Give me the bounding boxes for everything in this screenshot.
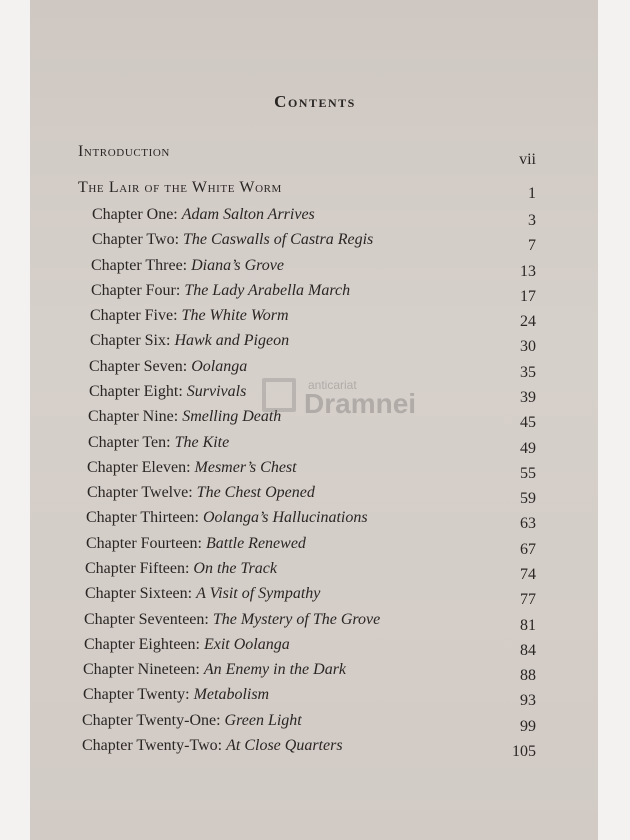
- chapter-number: Chapter Four:: [91, 282, 181, 299]
- toc-entry-chapter: [0, 228, 630, 252]
- chapter-title: A Visit of Sympathy: [196, 585, 321, 602]
- chapter-number: Chapter Nineteen:: [83, 661, 200, 678]
- toc-entry-label: [89, 380, 246, 404]
- toc-entry-label: [82, 709, 302, 733]
- chapter-number: Chapter Twenty:: [83, 686, 190, 703]
- toc-page-number: 99: [520, 718, 536, 735]
- toc-entry-chapter: [0, 405, 630, 429]
- toc-entry-label: [90, 329, 289, 353]
- chapter-number: Chapter Three:: [91, 257, 188, 274]
- toc-page-number: 81: [520, 617, 536, 634]
- chapter-title: Green Light: [224, 712, 302, 729]
- chapter-title: Smelling Death: [182, 408, 282, 425]
- chapter-title: Survivals: [186, 383, 247, 400]
- toc-entry-label: [86, 506, 368, 530]
- chapter-number: Chapter Sixteen:: [85, 585, 193, 602]
- watermark-big-text: Dramnei: [304, 388, 417, 419]
- chapter-title: At Close Quarters: [226, 737, 343, 754]
- toc-entry-chapter: [0, 734, 630, 758]
- toc-entry-label: [90, 304, 289, 328]
- toc-entry-label: [92, 228, 373, 252]
- toc-entry-label: [89, 355, 247, 379]
- chapter-title: Exit Oolanga: [203, 636, 290, 653]
- toc-page-number: vii: [519, 151, 536, 168]
- toc-entry-chapter: [0, 481, 630, 505]
- chapter-title: The Lady Arabella March: [184, 282, 351, 299]
- toc-entry-chapter: [0, 557, 630, 581]
- chapter-title: Battle Renewed: [205, 535, 306, 552]
- toc-entry-label: [88, 405, 281, 429]
- toc-entry-chapter: [0, 532, 630, 556]
- toc-entry-label: [87, 456, 297, 480]
- toc-entry-chapter: [0, 608, 630, 632]
- chapter-title: Adam Salton Arrives: [181, 206, 315, 223]
- chapter-title: Diana’s Grove: [191, 257, 284, 274]
- toc-page-number: 84: [520, 642, 536, 659]
- chapter-number: Chapter Fifteen:: [85, 560, 190, 577]
- toc-page-number: 88: [520, 667, 536, 684]
- toc-entry-chapter: [0, 380, 630, 404]
- chapter-number: Chapter Fourteen:: [86, 535, 202, 552]
- contents-heading: Contents: [274, 92, 356, 111]
- toc-entry-chapter: [0, 355, 630, 379]
- toc-entry-label: [85, 557, 277, 581]
- toc-page-number: 93: [520, 692, 536, 709]
- toc-entry-chapter: [0, 456, 630, 480]
- chapter-number: Chapter Nine:: [88, 408, 179, 425]
- chapter-number: Chapter Twenty-Two:: [82, 737, 223, 754]
- toc-entry-chapter: [0, 683, 630, 707]
- toc-page-number: 59: [520, 490, 536, 507]
- chapter-number: Chapter Ten:: [88, 434, 171, 451]
- chapter-title: On the Track: [193, 560, 277, 577]
- toc-page-number: 74: [520, 566, 536, 583]
- toc-page-number: 67: [520, 541, 536, 558]
- toc-entry-chapter: [0, 279, 630, 303]
- toc-page-number: 35: [520, 364, 536, 381]
- toc-page-number: 30: [520, 338, 536, 355]
- toc-entry-chapter: [0, 203, 630, 227]
- toc-entry-part: [0, 176, 630, 200]
- toc-entry-chapter: [0, 329, 630, 353]
- chapter-number: Chapter Twenty-One:: [82, 712, 221, 729]
- toc-entry-label: [83, 658, 346, 682]
- toc-entry-label: [91, 279, 350, 303]
- toc-entry-label: [88, 431, 229, 455]
- toc-entry-label: [85, 582, 320, 606]
- chapter-title: The Kite: [174, 434, 230, 451]
- chapter-number: Chapter Six:: [90, 332, 171, 349]
- toc-entry-label: [87, 481, 315, 505]
- chapter-number: Chapter Twelve:: [87, 484, 193, 501]
- toc-page-number: 45: [520, 414, 536, 431]
- chapter-title: Metabolism: [193, 686, 270, 703]
- toc-entry-chapter: [0, 431, 630, 455]
- chapter-number: Chapter Eighteen:: [84, 636, 200, 653]
- chapter-number: Chapter Seven:: [89, 358, 188, 375]
- toc-entry-chapter: [0, 709, 630, 733]
- toc-page-number: 24: [520, 313, 536, 330]
- toc-entry-chapter: [0, 658, 630, 682]
- toc-page-number: 49: [520, 440, 536, 457]
- toc-entry-label: [86, 532, 306, 556]
- toc-entry-label: [92, 203, 315, 227]
- chapter-number: Chapter Five:: [90, 307, 178, 324]
- chapter-number: Chapter Two:: [92, 231, 180, 248]
- toc-entry-label: [84, 608, 380, 632]
- toc-page-number: 3: [528, 212, 536, 229]
- chapter-number: Chapter One:: [92, 206, 178, 223]
- chapter-title: An Enemy in the Dark: [203, 661, 347, 678]
- toc-entry-chapter: [0, 506, 630, 530]
- toc-entry-label: [82, 734, 343, 758]
- chapter-title: Hawk and Pigeon: [174, 332, 290, 349]
- chapter-title: Oolanga’s Hallucinations: [203, 509, 368, 526]
- toc-entry-chapter: [0, 254, 630, 278]
- chapter-title: Mesmer’s Chest: [194, 459, 297, 476]
- toc-entry-label: [91, 254, 284, 278]
- toc-entry-label: The Lair of the White Worm: [78, 179, 282, 196]
- chapter-number: Chapter Eleven:: [87, 459, 191, 476]
- chapter-title: The Mystery of The Grove: [212, 611, 381, 628]
- chapter-title: Oolanga: [191, 358, 248, 375]
- toc-entry-chapter: [0, 304, 630, 328]
- chapter-number: Chapter Seventeen:: [84, 611, 209, 628]
- toc-entry-chapter: [0, 633, 630, 657]
- watermark-small-text: anticariat: [308, 378, 357, 392]
- toc-entry-label: [83, 683, 269, 707]
- chapter-title: The Chest Opened: [196, 484, 315, 501]
- toc-page-number: 63: [520, 515, 536, 532]
- toc-page-number: 77: [520, 591, 536, 608]
- toc-page-number: 1: [528, 185, 536, 202]
- toc-page-number: 13: [520, 263, 536, 280]
- toc-entry-label: [84, 633, 290, 657]
- chapter-title: The White Worm: [181, 307, 289, 324]
- toc-entry-introduction: [0, 140, 630, 168]
- chapter-number: Chapter Thirteen:: [86, 509, 199, 526]
- toc-page-number: 7: [528, 237, 536, 254]
- toc-entry-label: Introduction: [78, 143, 170, 160]
- chapter-title: The Caswalls of Castra Regis: [183, 231, 374, 248]
- toc-entry-chapter: [0, 582, 630, 606]
- toc-page-number: 39: [520, 389, 536, 406]
- chapter-number: Chapter Eight:: [89, 383, 183, 400]
- toc-page-number: 105: [512, 743, 536, 760]
- toc-page-number: 55: [520, 465, 536, 482]
- toc-page-number: 17: [520, 288, 536, 305]
